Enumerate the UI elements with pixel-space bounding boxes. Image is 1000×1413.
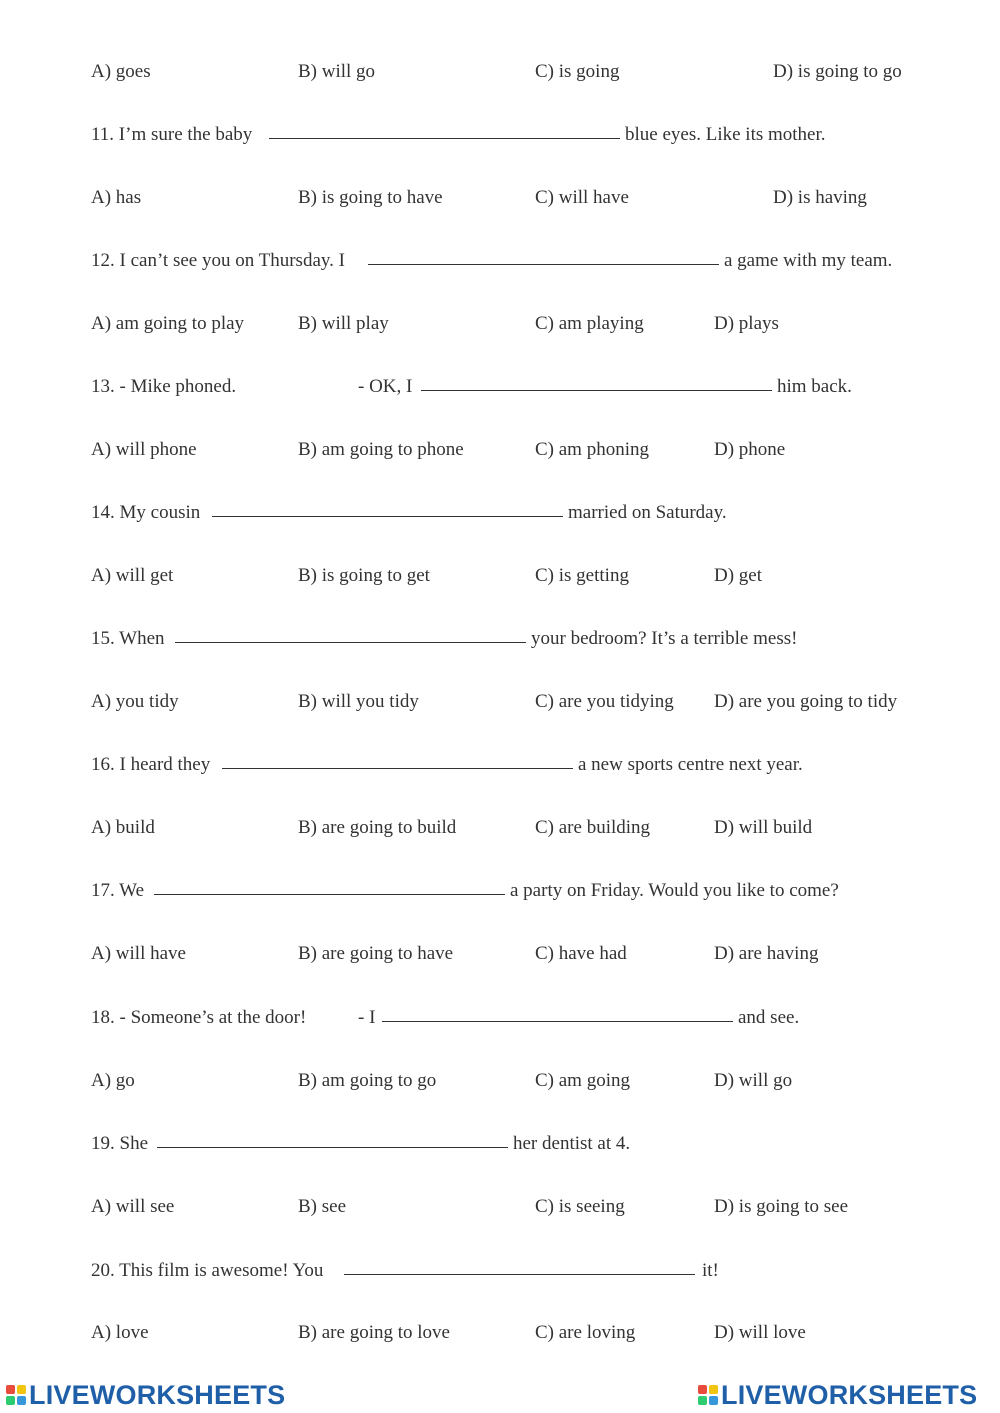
question-text-after: married on Saturday. bbox=[568, 502, 727, 523]
option-c: C) am going bbox=[535, 1070, 630, 1091]
option-c: C) are building bbox=[535, 817, 651, 838]
option-a: A) will see bbox=[91, 1196, 175, 1217]
liveworksheets-logo-right bbox=[698, 1380, 977, 1410]
option-a: A) love bbox=[91, 1322, 149, 1343]
question-text-after: her dentist at 4. bbox=[513, 1133, 631, 1154]
option-d: D) is having bbox=[773, 187, 867, 208]
options-row bbox=[0, 813, 1000, 843]
option-d: D) is going to see bbox=[714, 1196, 849, 1217]
question-row bbox=[0, 876, 1000, 906]
question-row bbox=[0, 372, 1000, 402]
question-text: 13. - Mike phoned. bbox=[91, 376, 237, 397]
logo-blocks-icon bbox=[698, 1385, 718, 1405]
option-b: B) will go bbox=[298, 61, 376, 82]
option-b: B) are going to build bbox=[298, 817, 457, 838]
options-row bbox=[0, 939, 1000, 969]
question-text-middle: - OK, I bbox=[358, 376, 413, 397]
option-a: A) will have bbox=[91, 943, 186, 964]
option-a: A) will phone bbox=[91, 439, 197, 460]
question-row bbox=[0, 1256, 1000, 1286]
answer-blank bbox=[421, 390, 772, 391]
option-d: D) will love bbox=[714, 1322, 806, 1343]
answer-blank bbox=[154, 894, 505, 895]
option-d: D) plays bbox=[714, 313, 779, 334]
question-text: 11. I’m sure the baby bbox=[91, 124, 253, 145]
option-b: B) are going to have bbox=[298, 943, 454, 964]
options-row bbox=[0, 1066, 1000, 1096]
option-b: B) am going to phone bbox=[298, 439, 464, 460]
option-c: C) am phoning bbox=[535, 439, 649, 460]
question-text: 17. We bbox=[91, 880, 145, 901]
option-d: D) will build bbox=[714, 817, 813, 838]
question-text: 18. - Someone’s at the door! bbox=[91, 1007, 307, 1028]
option-d: D) is going to go bbox=[773, 61, 902, 82]
answer-blank bbox=[344, 1274, 695, 1275]
option-c: C) have had bbox=[535, 943, 627, 964]
option-b: B) will you tidy bbox=[298, 691, 419, 712]
option-d: D) get bbox=[714, 565, 763, 586]
question-row bbox=[0, 624, 1000, 654]
question-row bbox=[0, 1003, 1000, 1033]
question-text-middle: - I bbox=[358, 1007, 376, 1028]
logo-text: LIVEWORKSHEETS bbox=[721, 1380, 978, 1410]
answer-blank bbox=[269, 138, 620, 139]
option-c: C) is going bbox=[535, 61, 620, 82]
option-a: A) has bbox=[91, 187, 142, 208]
question-text-after: blue eyes. Like its mother. bbox=[625, 124, 826, 145]
answer-blank bbox=[175, 642, 526, 643]
question-text-after: and see. bbox=[738, 1007, 800, 1028]
options-row bbox=[0, 57, 1000, 87]
question-row bbox=[0, 498, 1000, 528]
option-d: D) are you going to tidy bbox=[714, 691, 898, 712]
question-text: 14. My cousin bbox=[91, 502, 201, 523]
options-row bbox=[0, 435, 1000, 465]
question-text: 19. She bbox=[91, 1133, 148, 1154]
answer-blank bbox=[382, 1021, 733, 1022]
question-text-after: a new sports centre next year. bbox=[578, 754, 803, 775]
question-row bbox=[0, 1129, 1000, 1159]
question-row bbox=[0, 750, 1000, 780]
options-row bbox=[0, 687, 1000, 717]
option-a: A) will get bbox=[91, 565, 174, 586]
option-d: D) phone bbox=[714, 439, 786, 460]
answer-blank bbox=[157, 1147, 508, 1148]
options-row bbox=[0, 183, 1000, 213]
question-text: 12. I can’t see you on Thursday. I bbox=[91, 250, 345, 271]
question-text: 20. This film is awesome! You bbox=[91, 1260, 324, 1281]
answer-blank bbox=[222, 768, 573, 769]
question-text-after: your bedroom? It’s a terrible mess! bbox=[531, 628, 798, 649]
answer-blank bbox=[212, 516, 563, 517]
option-b: B) is going to have bbox=[298, 187, 443, 208]
options-row bbox=[0, 309, 1000, 339]
option-b: B) are going to love bbox=[298, 1322, 450, 1343]
options-row bbox=[0, 1318, 1000, 1348]
liveworksheets-logo-left bbox=[6, 1380, 285, 1410]
answer-blank bbox=[368, 264, 719, 265]
option-b: B) see bbox=[298, 1196, 347, 1217]
options-row bbox=[0, 561, 1000, 591]
option-c: C) am playing bbox=[535, 313, 644, 334]
logo-blocks-icon bbox=[6, 1385, 26, 1405]
option-c: C) are you tidying bbox=[535, 691, 674, 712]
option-a: A) am going to play bbox=[91, 313, 245, 334]
option-c: C) is seeing bbox=[535, 1196, 625, 1217]
option-c: C) will have bbox=[535, 187, 629, 208]
question-text: 15. When bbox=[91, 628, 165, 649]
option-a: A) goes bbox=[91, 61, 151, 82]
option-d: D) are having bbox=[714, 943, 819, 964]
option-b: B) will play bbox=[298, 313, 389, 334]
question-row bbox=[0, 120, 1000, 150]
option-c: C) are loving bbox=[535, 1322, 636, 1343]
question-text: 16. I heard they bbox=[91, 754, 211, 775]
option-d: D) will go bbox=[714, 1070, 793, 1091]
question-text-after: it! bbox=[702, 1260, 719, 1281]
options-row bbox=[0, 1192, 1000, 1222]
option-a: A) build bbox=[91, 817, 155, 838]
option-b: B) is going to get bbox=[298, 565, 430, 586]
question-text-after: a game with my team. bbox=[724, 250, 893, 271]
question-row bbox=[0, 246, 1000, 276]
question-text-after: a party on Friday. Would you like to come? bbox=[510, 880, 839, 901]
question-text-after: him back. bbox=[777, 376, 852, 397]
option-b: B) am going to go bbox=[298, 1070, 437, 1091]
option-a: A) go bbox=[91, 1070, 135, 1091]
logo-text: LIVEWORKSHEETS bbox=[29, 1380, 286, 1410]
option-a: A) you tidy bbox=[91, 691, 179, 712]
option-c: C) is getting bbox=[535, 565, 629, 586]
